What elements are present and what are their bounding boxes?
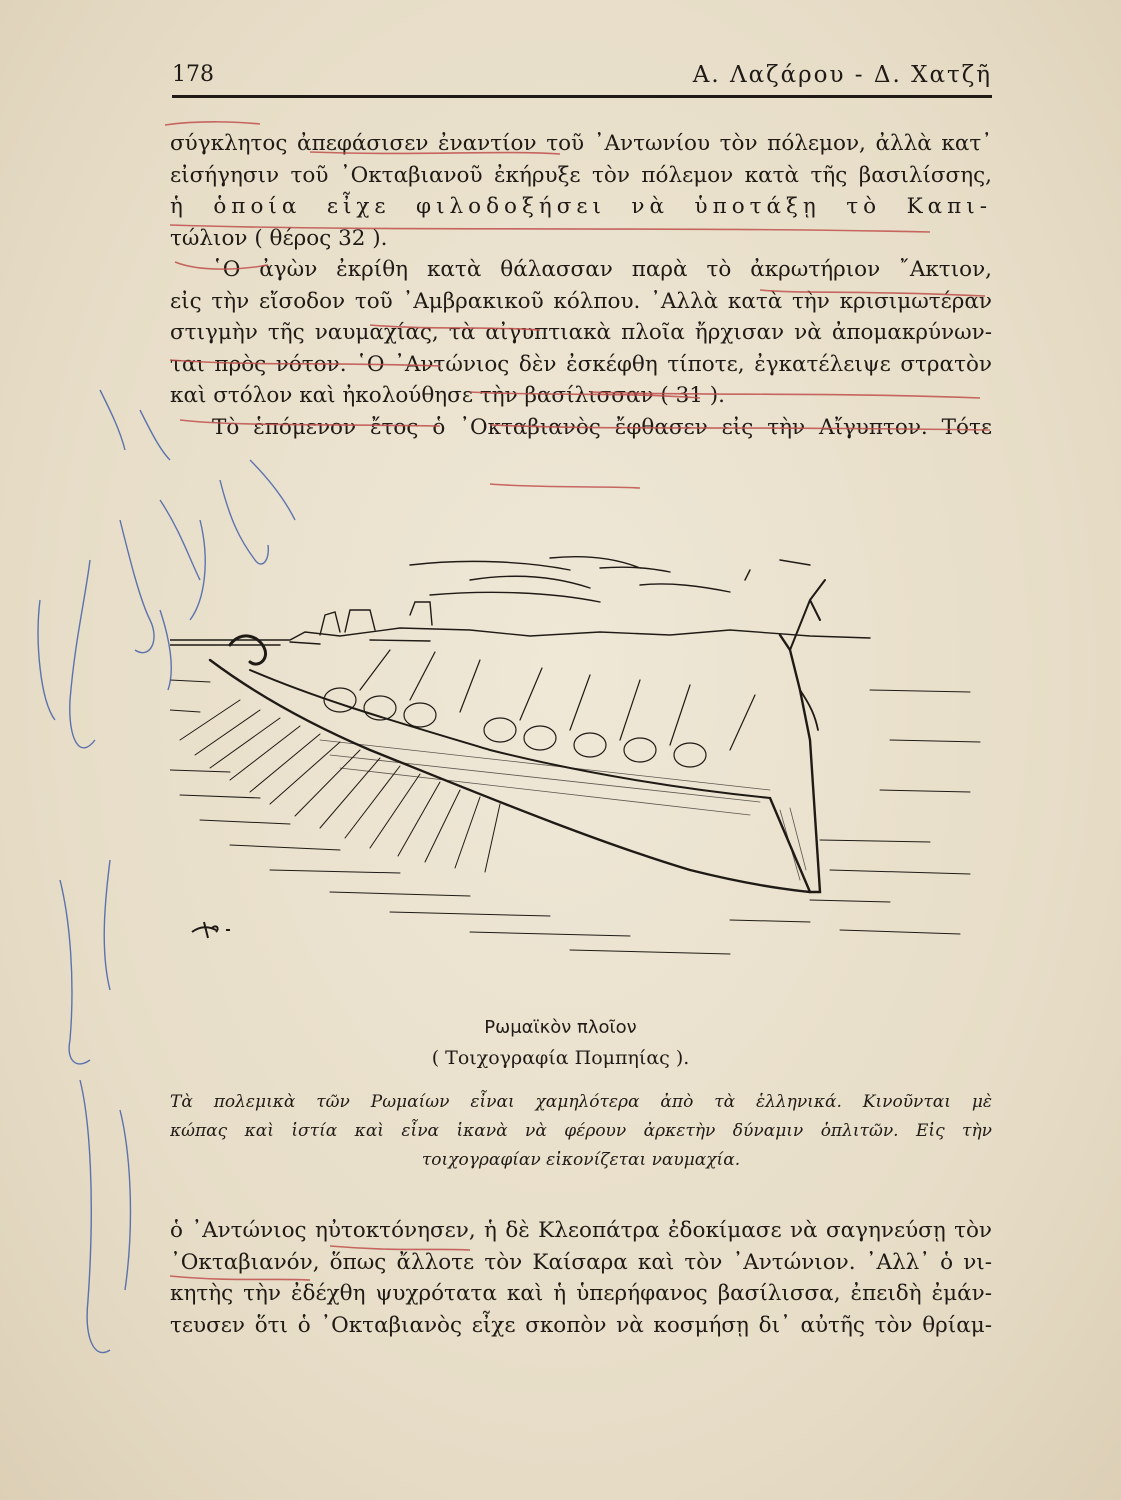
caption-line: τοιχογραφίαν εἰκονίζεται ναυμαχία. — [421, 1150, 741, 1170]
text-line: στιγμὴν τῆς ναυμαχίας, τὰ αἰγυπτιακὰ πλοῖα ἤρχισαν νὰ ἀπομακρύνων- — [170, 320, 992, 345]
text-line: ται πρὸς νότον. ῾Ο ᾿Αντώνιος δὲν ἐσκέφθη τίποτε, ἐγκατέλειψε στρατὸν — [170, 351, 992, 377]
caption-line: κώπας καὶ ἱστία καὶ εἶνα ἱκανὰ νὰ φέρουν ἀρκετὴν δύναμιν ὁπλιτῶν. Εἰς τὴν — [170, 1121, 992, 1141]
roman-ship-illustration — [170, 540, 985, 970]
running-head: Α. Λαζάρου - Δ. Χατζῆ — [692, 62, 992, 88]
text-line: κητὴς τὴν ἐδέχθη ψυχρότατα καὶ ἡ ὑπερήφανος βασίλισσα, ἐπειδὴ ἐμάν- — [170, 1281, 992, 1306]
text-line: εἰς τὴν εἴσοδον τοῦ ᾿Αμβρακικοῦ κόλπου. ᾿Αλλὰ κατὰ τὴν κρισιμωτέραν — [170, 288, 992, 314]
body-text-top — [170, 128, 992, 443]
text-line: τώλιον ( θέρος 32 ). — [170, 225, 388, 251]
text-line: ῾Ο ἀγὼν ἐκρίθη κατὰ θάλασσαν παρὰ τὸ ἀκρωτήριον ῎Ακτιον, — [212, 257, 992, 282]
body-text-bottom — [170, 1215, 992, 1341]
text-line: τευσεν ὅτι ὁ ᾿Οκταβιανὸς εἶχε σκοπὸν νὰ κοσμήσῃ δι᾿ αὐτῆς τὸν θρίαμ- — [170, 1312, 992, 1338]
page-header — [172, 62, 992, 96]
figure-caption-title: Ρωμαϊκὸν πλοῖον — [484, 1017, 637, 1038]
figure-caption-subtitle: ( Τοιχογραφία Πομπηίας ). — [431, 1047, 690, 1069]
text-line: ἡ ὁποία εἶχε φιλοδοξήσει νὰ ὑποτάξῃ τὸ Καπι- — [170, 194, 992, 219]
page-number: 178 — [172, 62, 214, 87]
text-line: σύγκλητος ἀπεφάσισεν ἐναντίον τοῦ ᾿Αντωνίου τὸν πόλεμον, ἀλλὰ κατ᾿ — [170, 131, 992, 156]
text-line: ᾿Οκταβιανόν, ὅπως ἄλλοτε τὸν Καίσαρα καὶ τὸν ᾿Αντώνιον. ᾿Αλλ᾿ ὁ νι- — [170, 1249, 992, 1275]
artist-signature — [190, 918, 238, 940]
header-rule — [172, 95, 992, 98]
text-line: καὶ στόλον καὶ ἠκολούθησε τὴν βασίλισσαν ( 31 ). — [170, 383, 726, 408]
text-line: Τὸ ἑπόμενον ἔτος ὁ ᾿Οκταβιανὸς ἔφθασεν εἰς τὴν Αἴγυπτον. Τότε — [212, 414, 992, 440]
caption-line: Τὰ πολεμικὰ τῶν Ρωμαίων εἶναι χαμηλότερα ἀπὸ τὰ ἑλληνικά. Κινοῦνται μὲ — [170, 1092, 992, 1112]
text-line: εἰσήγησιν τοῦ ᾿Οκταβιανοῦ ἐκήρυξε τὸν πόλεμον κατὰ τῆς βασιλίσσης, — [170, 162, 992, 188]
figure-caption-text — [170, 1088, 992, 1175]
text-line: ὁ ᾿Αντώνιος ηὐτοκτόνησεν, ἡ δὲ Κλεοπάτρα ἐδοκίμασε νὰ σαγηνεύσῃ τὸν — [170, 1218, 992, 1243]
